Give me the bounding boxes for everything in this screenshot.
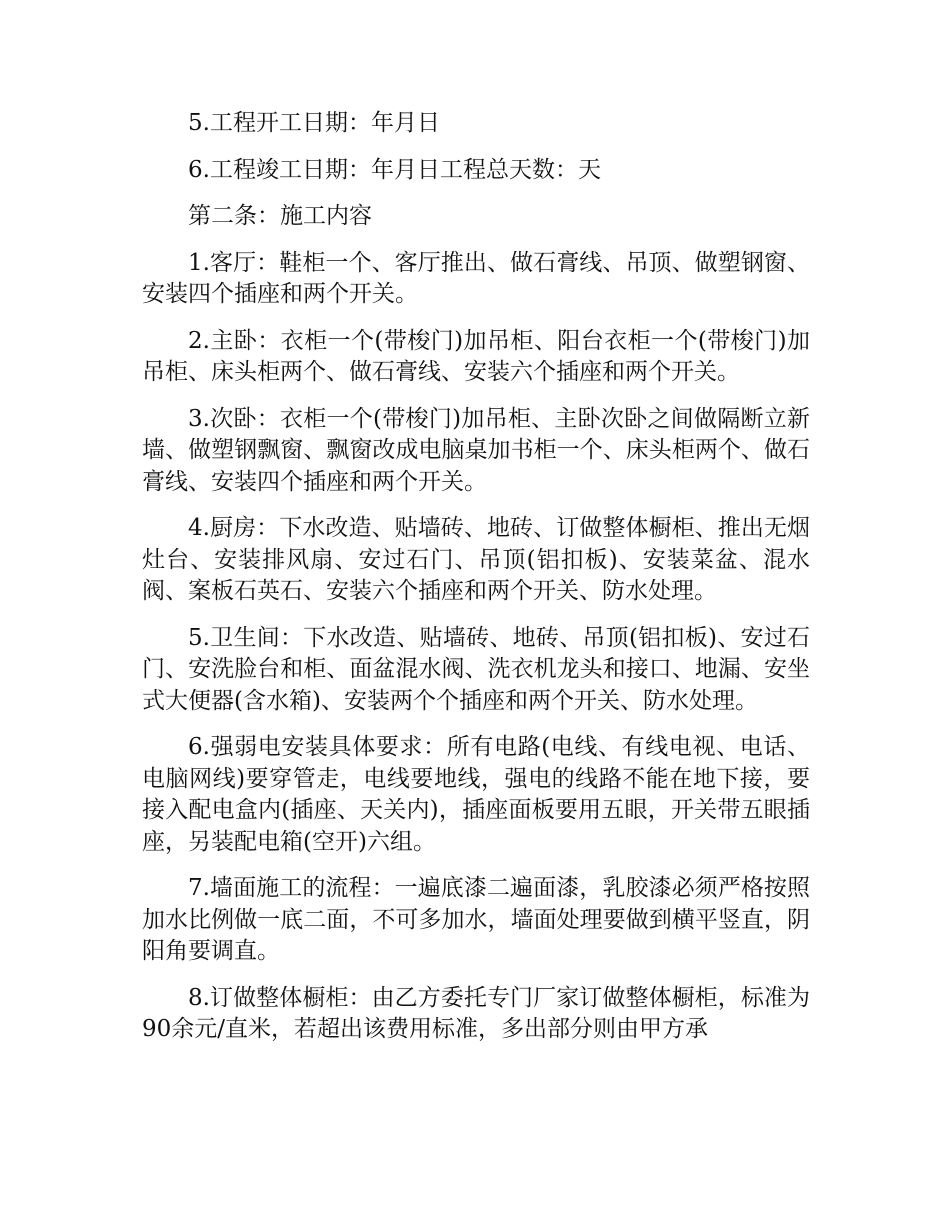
paragraph-master-bedroom: 2.主卧：衣柜一个(带梭门)加吊柜、阳台衣柜一个(带梭门)加吊柜、床头柜两个、做石膏线、安装六个插座和两个开关。 [142, 327, 810, 385]
paragraph-electrical: 6.强弱电安装具体要求：所有电路(电线、有线电视、电话、电脑网线)要穿管走，电线要地线，强电的线路不能在地下接，要接入配电盒内(插座、天关内)，插座面板要用五眼，开关带五眼插座，另装配电箱(空开)六组。 [142, 734, 810, 855]
section-heading-construction-content: 第二条：施工内容 [188, 203, 372, 229]
document-body [142, 108, 810, 1061]
paragraph-start-date: 5.工程开工日期：年月日 [188, 110, 440, 136]
paragraph-bathroom: 5.卫生间：下水改造、贴墙砖、地砖、吊顶(铝扣板)、安过石门、安洗脸台和柜、面盆混水阀、洗衣机龙头和接口、地漏、安坐式大便器(含水箱)、安装两个个插座和两个开关、防水处理。 [142, 624, 810, 714]
paragraph-living-room: 1.客厅：鞋柜一个、客厅推出、做石膏线、吊顶、做塑钢窗、安装四个插座和两个开关。 [142, 249, 810, 307]
paragraph-cabinets: 8.订做整体橱柜：由乙方委托专门厂家订做整体橱柜，标准为90余元/直米，若超出该费用标准，多出部分则由甲方承 [142, 984, 810, 1042]
paragraph-completion-date: 6.工程竣工日期：年月日工程总天数：天 [188, 156, 601, 183]
paragraph-second-bedroom: 3.次卧：衣柜一个(带梭门)加吊柜、主卧次卧之间做隔断立新墙、做塑钢飘窗、飘窗改成电脑桌加书柜一个、床头柜两个、做石膏线、安装四个插座和两个开关。 [142, 405, 810, 495]
paragraph-wall-painting: 7.墙面施工的流程：一遍底漆二遍面漆，乳胶漆必须严格按照加水比例做一底二面，不可多加水，墙面处理要做到横平竖直，阴阳角要调直。 [142, 875, 810, 964]
paragraph-kitchen: 4.厨房：下水改造、贴墙砖、地砖、订做整体橱柜、推出无烟灶台、安装排风扇、安过石门、吊顶(铝扣板)、安装菜盆、混水阀、案板石英石、安装六个插座和两个开关、防水处理。 [142, 515, 810, 604]
